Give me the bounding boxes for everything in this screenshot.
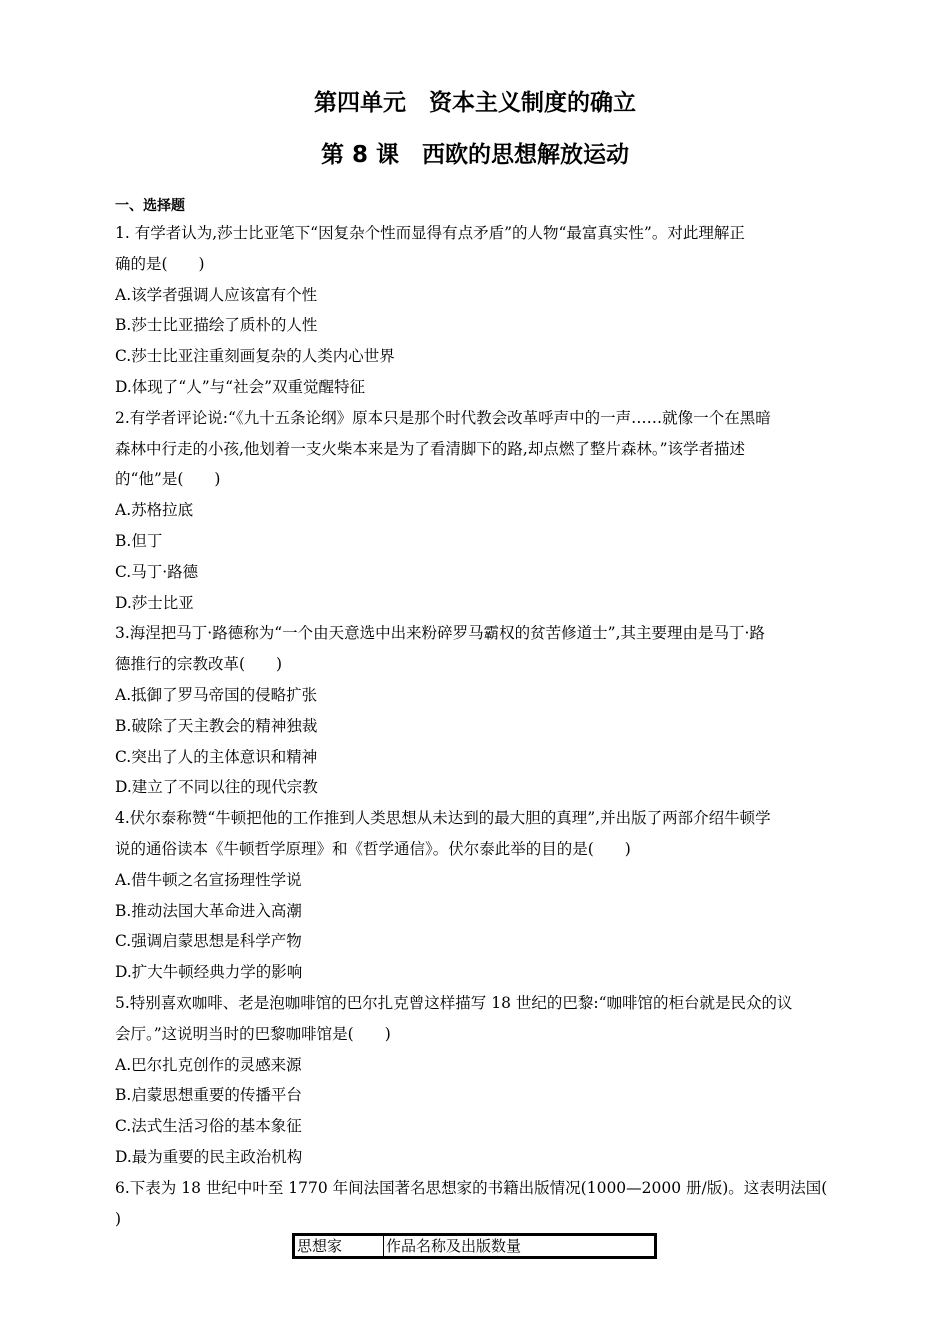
option-b: B.破除了天主教会的精神独裁 [115, 716, 318, 735]
question-stem-line: 5.特别喜欢咖啡、老是泡咖啡馆的巴尔扎克曾这样描写 18 世纪的巴黎:“咖啡馆的柜台就是民众的议 [115, 993, 793, 1012]
option-b: B.但丁 [115, 531, 163, 550]
question-stem-line: 确的是( ) [115, 254, 205, 273]
question-3 [115, 618, 840, 803]
question-stem-line: 4.伏尔泰称赞“牛顿把他的工作推到人类思想从未达到的最大胆的真理”,并出版了两部介绍牛顿学 [115, 809, 771, 828]
question-stem-line: 森林中行走的小孩,他划着一支火柴本来是为了看清脚下的路,却点燃了整片森林。”该学者描述 [115, 439, 746, 458]
question-6 [115, 1173, 840, 1235]
publication-table [292, 1233, 657, 1259]
option-a: A.苏格拉底 [115, 501, 194, 520]
unit-title: 第四单元 资本主义制度的确立 [314, 90, 636, 116]
option-a: A.巴尔扎克创作的灵感来源 [115, 1055, 302, 1074]
lesson-title: 第 8 课 西欧的思想解放运动 [320, 142, 630, 168]
question-stem-line: 6.下表为 18 世纪中叶至 1770 年间法国著名思想家的书籍出版情况(1000—2000 册/版)。这表明法国( [115, 1178, 828, 1197]
option-a: A.借牛顿之名宣扬理性学说 [115, 870, 302, 889]
option-a: A.该学者强调人应该富有个性 [115, 285, 318, 304]
option-b: B.推动法国大革命进入高潮 [115, 901, 302, 920]
option-c: C.强调启蒙思想是科学产物 [115, 932, 302, 951]
option-d: D.莎士比亚 [115, 593, 194, 612]
option-b: B.莎士比亚描绘了质朴的人性 [115, 316, 318, 335]
option-d: D.体现了“人”与“社会”双重觉醒特征 [115, 377, 365, 396]
question-2 [115, 403, 840, 619]
option-a: A.抵御了罗马帝国的侵略扩张 [115, 685, 318, 704]
question-stem-line: 说的通俗读本《牛顿哲学原理》和《哲学通信》。伏尔泰此举的目的是( ) [115, 839, 631, 858]
option-c: C.马丁·路德 [115, 562, 199, 581]
option-c: C.法式生活习俗的基本象征 [115, 1117, 302, 1136]
question-stem-line: 会厅。”这说明当时的巴黎咖啡馆是( ) [115, 1024, 391, 1043]
section-heading: 一、选择题 [115, 198, 185, 214]
question-stem-line: 1. 有学者认为,莎士比亚笔下“因复杂个性而显得有点矛盾”的人物“最富真实性”。对此理解正 [115, 224, 745, 242]
option-d: D.建立了不同以往的现代宗教 [115, 778, 318, 797]
question-4 [115, 803, 840, 988]
option-c: C.突出了人的主体意识和精神 [115, 747, 318, 766]
question-5 [115, 988, 840, 1173]
publication-table-grid [292, 1233, 657, 1259]
option-d: D.最为重要的民主政治机构 [115, 1147, 303, 1166]
question-stem-line: ) [115, 1209, 122, 1228]
option-d: D.扩大牛顿经典力学的影响 [115, 963, 303, 982]
question-stem-line: 德推行的宗教改革( ) [115, 655, 283, 674]
option-c: C.莎士比亚注重刻画复杂的人类内心世界 [115, 347, 395, 366]
question-stem-line: 的“他”是( ) [115, 470, 221, 489]
table-header-cell: 作品名称及出版数量 [384, 1235, 656, 1258]
question-stem-line: 2.有学者评论说:“《九十五条论纲》原本只是那个时代教会改革呼声中的一声……就像一个在黑暗 [115, 408, 771, 427]
question-stem-line: 3.海涅把马丁·路德称为“一个由天意选中出来粉碎罗马霸权的贫苦修道士”,其主要理由是马丁·路 [115, 624, 765, 643]
table-header-row [294, 1235, 656, 1258]
document-body [115, 194, 840, 1234]
question-1 [115, 218, 840, 403]
table-header-cell: 思想家 [294, 1235, 384, 1258]
option-b: B.启蒙思想重要的传播平台 [115, 1086, 302, 1105]
